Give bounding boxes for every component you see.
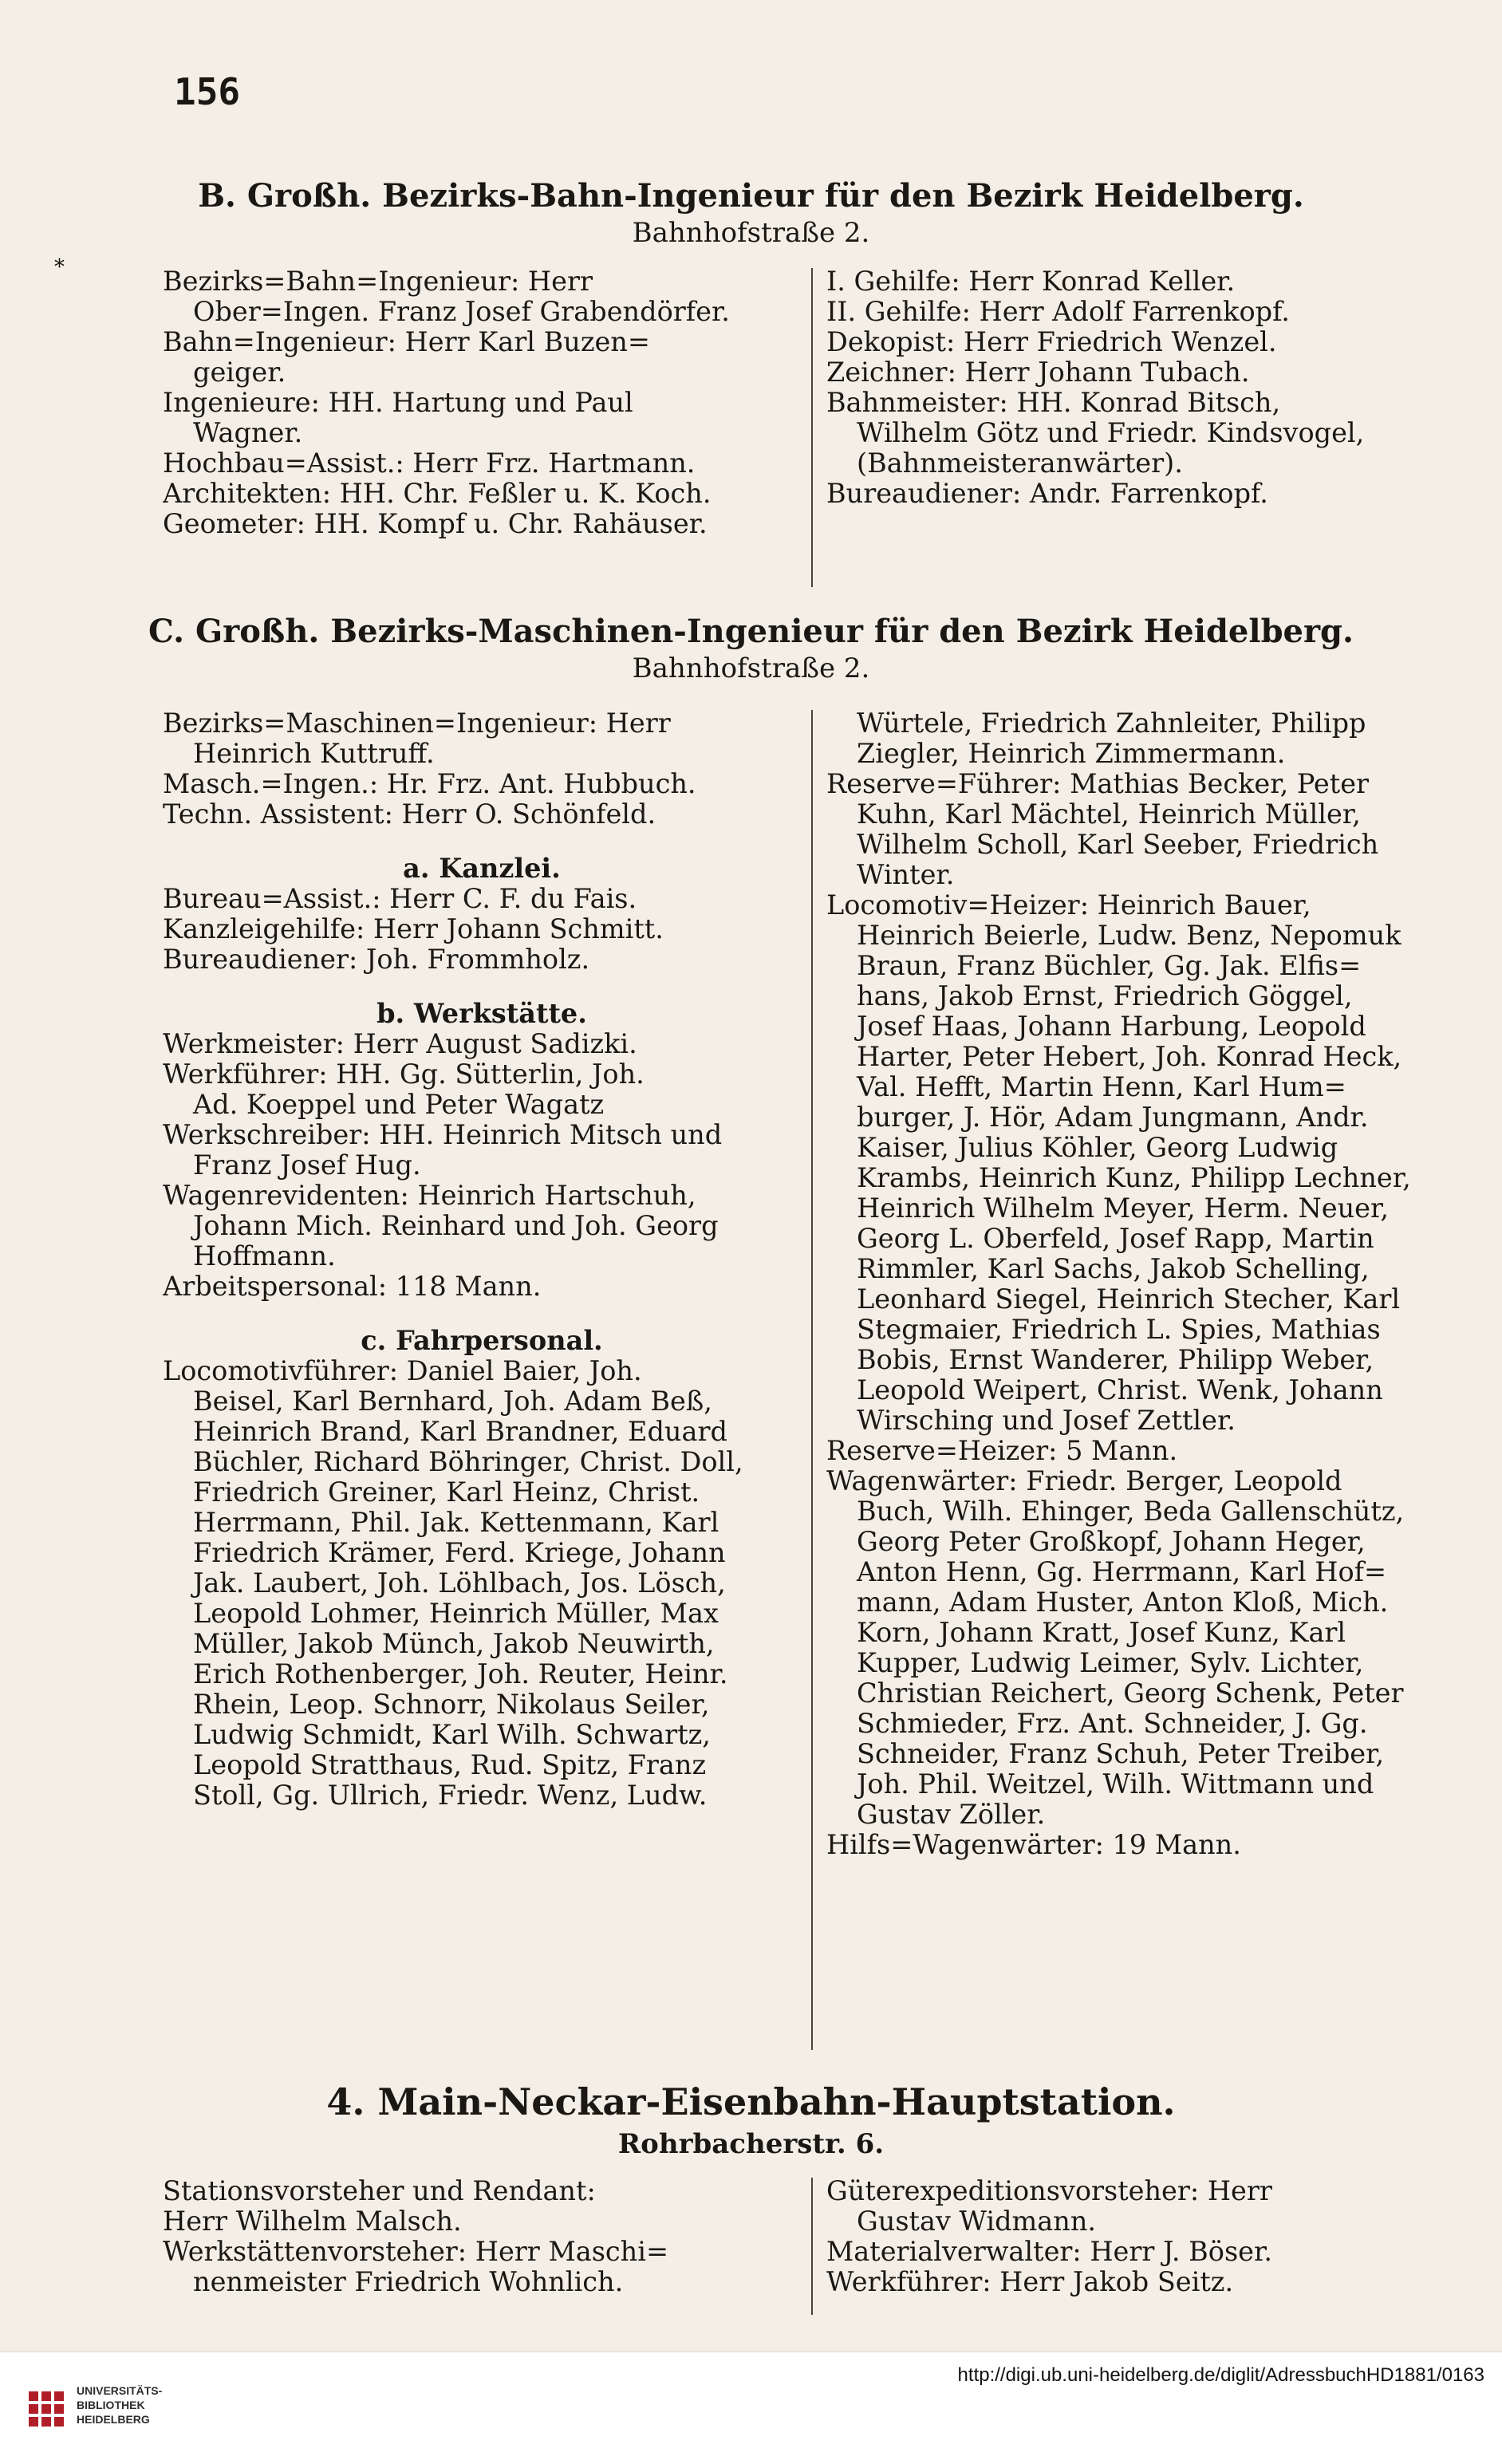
entry-line: Ober=Ingen. Franz Josef Grabendörfer.: [193, 296, 730, 327]
spacer: [163, 1302, 801, 1326]
entry-line: Werkführer: Herr Jakob Seitz.: [826, 2266, 1234, 2297]
subsection-heading: b. Werkstätte.: [376, 998, 587, 1029]
entry-line: Arbeitspersonal: 118 Mann.: [163, 1271, 542, 1302]
entry-line: Güterexpeditionsvorsteher: Herr: [826, 2176, 1272, 2206]
entry-line: Leonhard Siegel, Heinrich Stecher, Karl: [857, 1283, 1401, 1315]
entry-line: Beisel, Karl Bernhard, Joh. Adam Beß,: [193, 1386, 712, 1417]
spacer: [163, 975, 801, 999]
entry-line: Franz Josef Hug.: [193, 1149, 421, 1181]
entry-line: Wilhelm Scholl, Karl Seeber, Friedrich: [857, 829, 1379, 860]
entry-line: mann, Adam Huster, Anton Kloß, Mich.: [857, 1587, 1389, 1618]
entry-line: Leopold Weipert, Christ. Wenk, Johann: [857, 1374, 1383, 1405]
entry-line: Bureau=Assist.: Herr C. F. du Fais.: [163, 883, 637, 914]
entry-line: Bezirks=Bahn=Ingenieur: Herr: [163, 266, 593, 297]
section-4-address: Rohrbacherstr. 6.: [617, 2128, 885, 2160]
entry-line: Heinrich Brand, Karl Brandner, Eduard: [193, 1416, 727, 1447]
spacer: [163, 830, 801, 854]
entry-line: Bobis, Ernst Wanderer, Philipp Weber,: [857, 1344, 1374, 1375]
entry-line: Christian Reichert, Georg Schenk, Peter: [857, 1677, 1404, 1709]
entry-line: Heinrich Wilhelm Meyer, Herm. Neuer,: [857, 1193, 1389, 1224]
section-4-left-column: [163, 2176, 801, 2297]
entry-line: Hoffmann.: [193, 1240, 336, 1271]
section-b-divider: [811, 268, 813, 587]
entry-line: Herr Wilhelm Malsch.: [163, 2206, 462, 2237]
library-name: UNIVERSITÄTS- BIBLIOTHEK HEIDELBERG: [77, 2384, 163, 2426]
subsection-heading: c. Fahrpersonal.: [361, 1325, 603, 1356]
entry-line: Werkführer: HH. Gg. Sütterlin, Joh.: [163, 1059, 645, 1090]
margin-mark: *: [54, 255, 65, 279]
entry-line: Bezirks=Maschinen=Ingenieur: Herr: [163, 708, 671, 739]
entry-line: Harter, Peter Hebert, Joh. Konrad Heck,: [857, 1041, 1402, 1072]
section-4-right-column: [826, 2176, 1471, 2297]
entry-line: Wagenwärter: Friedr. Berger, Leopold: [826, 1465, 1342, 1496]
entry-line: Heinrich Beierle, Ludw. Benz, Nepomuk: [857, 920, 1401, 951]
entry-line: Buch, Wilh. Ehinger, Beda Gallenschütz,: [857, 1496, 1405, 1527]
entry-line: Joh. Phil. Weitzel, Wilh. Wittmann und: [857, 1768, 1374, 1800]
entry-line: geiger.: [193, 357, 286, 388]
entry-line: Gustav Widmann.: [857, 2206, 1097, 2237]
section-c-divider: [811, 710, 813, 2050]
entry-line: Ludwig Schmidt, Karl Wilh. Schwartz,: [193, 1719, 711, 1750]
entry-line: Winter.: [857, 859, 955, 890]
entry-line: Heinrich Kuttruff.: [193, 738, 435, 769]
section-c-address: Bahnhofstraße 2.: [632, 652, 870, 684]
section-c-left-column: [163, 708, 801, 1811]
entry-line: Anton Henn, Gg. Herrmann, Karl Hof=: [857, 1556, 1387, 1587]
entry-line: Josef Haas, Johann Harbung, Leopold: [857, 1011, 1366, 1042]
section-b-left-column: [163, 266, 801, 539]
entry-line: Kanzleigehilfe: Herr Johann Schmitt.: [163, 913, 664, 944]
entry-line: burger, J. Hör, Adam Jungmann, Andr.: [857, 1102, 1369, 1133]
entry-line: Locomotiv=Heizer: Heinrich Bauer,: [826, 889, 1311, 921]
entry-line: Ziegler, Heinrich Zimmermann.: [857, 738, 1286, 769]
section-4-heading: 4. Main-Neckar-Eisenbahn-Hauptstation.: [326, 2080, 1176, 2123]
entry-line: Schmieder, Frz. Ant. Schneider, J. Gg.: [857, 1708, 1368, 1739]
entry-line: Friedrich Greiner, Karl Heinz, Christ.: [193, 1476, 700, 1508]
subsection-heading: a. Kanzlei.: [403, 853, 561, 884]
entry-line: Werkschreiber: HH. Heinrich Mitsch und: [163, 1119, 723, 1150]
source-url-link[interactable]: http://digi.ub.uni-heidelberg.de/diglit/AdressbuchHD1881/0163: [957, 2364, 1484, 2386]
entry-line: Werkstättenvorsteher: Herr Maschi=: [163, 2236, 669, 2267]
entry-line: Kuhn, Karl Mächtel, Heinrich Müller,: [857, 798, 1361, 830]
entry-line: Dekopist: Herr Friedrich Wenzel.: [826, 326, 1277, 357]
entry-line: Schneider, Franz Schuh, Peter Treiber,: [857, 1738, 1385, 1769]
entry-line: Kupper, Ludwig Leimer, Sylv. Lichter,: [857, 1647, 1364, 1678]
entry-line: Val. Hefft, Martin Henn, Karl Hum=: [857, 1071, 1346, 1102]
entry-line: (Bahnmeisteranwärter).: [857, 447, 1183, 479]
section-b-right-column: [826, 266, 1471, 509]
entry-line: Wilhelm Götz und Friedr. Kindsvogel,: [857, 417, 1365, 448]
entry-line: Techn. Assistent: Herr O. Schönfeld.: [163, 798, 656, 830]
entry-line: Krambs, Heinrich Kunz, Philipp Lechner,: [857, 1162, 1411, 1193]
entry-line: II. Gehilfe: Herr Adolf Farrenkopf.: [826, 296, 1290, 327]
entry-line: Georg Peter Großkopf, Johann Heger,: [857, 1526, 1366, 1557]
entry-line: nenmeister Friedrich Wohnlich.: [193, 2266, 624, 2297]
section-4-divider: [811, 2178, 813, 2315]
entry-line: Werkmeister: Herr August Sadizki.: [163, 1028, 637, 1059]
entry-line: hans, Jakob Ernst, Friedrich Göggel,: [857, 980, 1353, 1011]
entry-line: Bureaudiener: Andr. Farrenkopf.: [826, 478, 1268, 509]
entry-line: Rhein, Leop. Schnorr, Nikolaus Seiler,: [193, 1689, 710, 1720]
entry-line: Masch.=Ingen.: Hr. Frz. Ant. Hubbuch.: [163, 768, 696, 799]
entry-line: Hochbau=Assist.: Herr Frz. Hartmann.: [163, 447, 696, 479]
entry-line: Materialverwalter: Herr J. Böser.: [826, 2236, 1272, 2267]
entry-line: Herrmann, Phil. Jak. Kettenmann, Karl: [193, 1507, 719, 1538]
entry-line: Braun, Franz Büchler, Gg. Jak. Elfis=: [857, 950, 1362, 981]
entry-line: Wagner.: [193, 417, 303, 448]
entry-line: Georg L. Oberfeld, Josef Rapp, Martin: [857, 1223, 1374, 1254]
entry-line: Geometer: HH. Kompf u. Chr. Rahäuser.: [163, 508, 708, 539]
library-logo-icon: [27, 2390, 65, 2428]
section-b-address: Bahnhofstraße 2.: [632, 217, 870, 249]
entry-line: Wirsching und Josef Zettler.: [857, 1405, 1236, 1436]
entry-line: Architekten: HH. Chr. Feßler u. K. Koch.: [163, 478, 712, 509]
entry-line: Gustav Zöller.: [857, 1799, 1046, 1830]
section-c-right-column: [826, 708, 1471, 1860]
entry-line: Büchler, Richard Böhringer, Christ. Doll,: [193, 1446, 743, 1477]
entry-line: Bahn=Ingenieur: Herr Karl Buzen=: [163, 326, 650, 357]
entry-line: Würtele, Friedrich Zahnleiter, Philipp: [857, 708, 1366, 739]
entry-line: Jak. Laubert, Joh. Löhlbach, Jos. Lösch,: [193, 1567, 726, 1599]
entry-line: Stoll, Gg. Ullrich, Friedr. Wenz, Ludw.: [193, 1780, 708, 1811]
section-c-heading: C. Großh. Bezirks-Maschinen-Ingenieur für den Bezirk Heidelberg.: [148, 613, 1354, 650]
entry-line: Bahnmeister: HH. Konrad Bitsch,: [826, 387, 1281, 418]
entry-line: Müller, Jakob Münch, Jakob Neuwirth,: [193, 1628, 715, 1659]
entry-line: Friedrich Krämer, Ferd. Kriege, Johann: [193, 1537, 726, 1568]
entry-line: I. Gehilfe: Herr Konrad Keller.: [826, 266, 1236, 297]
entry-line: Leopold Stratthaus, Rud. Spitz, Franz: [193, 1749, 707, 1780]
entry-line: Ingenieure: HH. Hartung und Paul: [163, 387, 633, 418]
entry-line: Leopold Lohmer, Heinrich Müller, Max: [193, 1598, 719, 1629]
entry-line: Johann Mich. Reinhard und Joh. Georg: [193, 1210, 719, 1241]
entry-line: Hilfs=Wagenwärter: 19 Mann.: [826, 1829, 1241, 1860]
entry-line: Zeichner: Herr Johann Tubach.: [826, 357, 1250, 388]
entry-line: Stationsvorsteher und Rendant:: [163, 2176, 596, 2206]
entry-line: Rimmler, Karl Sachs, Jakob Schelling,: [857, 1253, 1370, 1284]
entry-line: Reserve=Heizer: 5 Mann.: [826, 1435, 1178, 1466]
entry-line: Erich Rothenberger, Joh. Reuter, Heinr.: [193, 1658, 728, 1689]
section-b-heading: B. Großh. Bezirks-Bahn-Ingenieur für den Bezirk Heidelberg.: [198, 177, 1304, 215]
entry-line: Locomotivführer: Daniel Baier, Joh.: [163, 1355, 642, 1386]
entry-line: Reserve=Führer: Mathias Becker, Peter: [826, 768, 1370, 799]
entry-line: Stegmaier, Friedrich L. Spies, Mathias: [857, 1314, 1381, 1345]
entry-line: Kaiser, Julius Köhler, Georg Ludwig: [857, 1132, 1338, 1163]
entry-line: Wagenrevidenten: Heinrich Hartschuh,: [163, 1180, 696, 1211]
entry-line: Bureaudiener: Joh. Frommholz.: [163, 944, 590, 975]
entry-line: Ad. Koeppel und Peter Wagatz: [193, 1089, 605, 1120]
page-number: 156: [174, 70, 241, 113]
entry-line: Korn, Johann Kratt, Josef Kunz, Karl: [857, 1617, 1346, 1648]
